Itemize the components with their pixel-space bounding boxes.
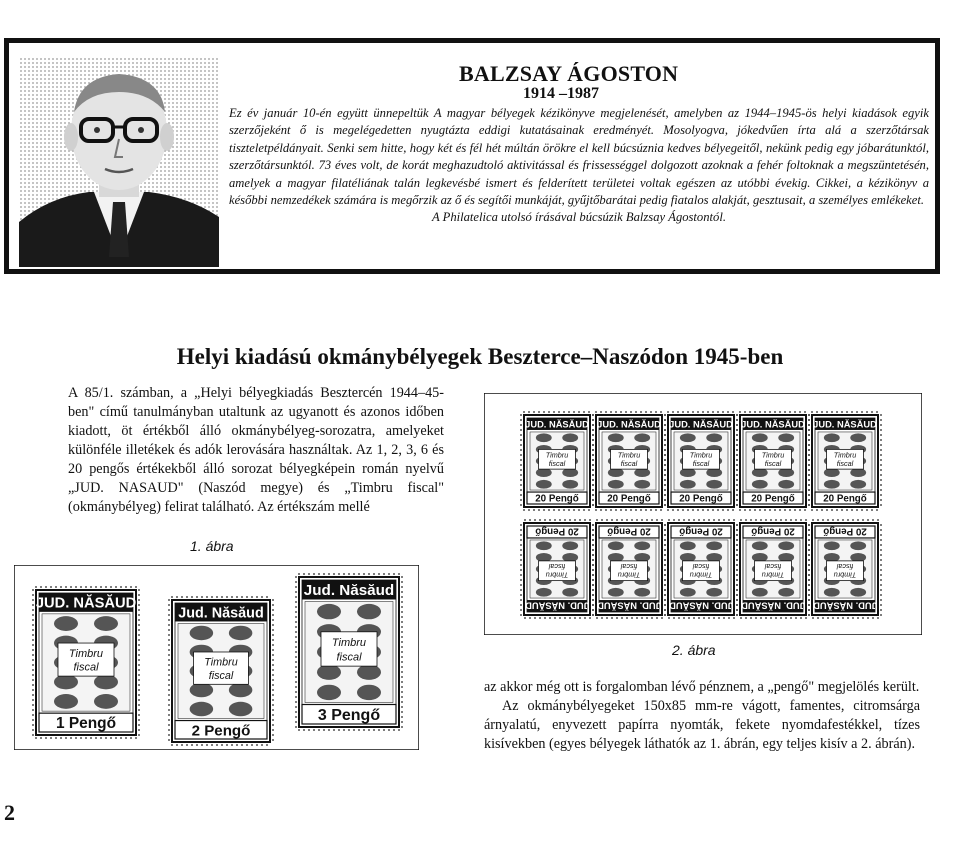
stamp-mid-label: fiscal <box>836 458 854 468</box>
stamp-value-label: 20 Pengő <box>751 525 795 537</box>
stamp-top-label: JUD. NĂSĂUD <box>525 419 589 430</box>
stamp-value-label: 20 Pengő <box>607 525 651 537</box>
stamp-mid-label: Timbru <box>68 647 104 660</box>
sheet-stamp-bottom <box>520 519 594 619</box>
stamp-top-label: JUD. NĂSĂUD <box>597 419 661 430</box>
figure-1-stamps <box>14 565 419 750</box>
stamp-mid-label: fiscal <box>620 562 638 572</box>
obituary-name: BALZSAY ÁGOSTON <box>459 61 679 86</box>
stamp-mid-label: fiscal <box>548 562 566 572</box>
stamp-mid-label: Timbru <box>761 450 785 460</box>
stamp-value-label: 20 Pengő <box>823 493 867 505</box>
sheet-stamp-bottom <box>808 519 882 619</box>
sheet-stamp-top <box>736 411 810 511</box>
page-number: 2 <box>4 800 15 825</box>
article-column-right <box>484 678 920 754</box>
article-paragraph: A 85/1. számban, a „Helyi bélyegkiadás Besztercén 1944–45-ben" című tanulmányban utaltunk az ugyanott és azonos időben kiadott, öt értékből álló okmánybélyeg-sorozatra, amelyeket különféle illetékek és adók lerovására használtak. Az 1, 2, 3, 6 és 20 pengős értékekből álló sorozat bélyegképein román nyelvű „JUD. NASAUD" (Naszód megye) és „Timbru fiscal" (okmánybélyeg) felirat található. Az értékszám mellé <box>68 385 444 515</box>
stamp-value-label: 20 Pengő <box>535 525 579 537</box>
stamp-value-label: 20 Pengő <box>535 493 579 505</box>
stamp-value-label: 2 Pengő <box>191 722 251 740</box>
stamp-top-label: JUD. NĂSĂUD <box>813 600 877 611</box>
stamp-top-label: Jud. Năsăud <box>303 582 395 600</box>
sheet-stamp-top <box>664 411 738 511</box>
stamp-1-pengo <box>32 586 140 739</box>
stamp-mid-label: fiscal <box>764 458 782 468</box>
stamp-top-label: JUD. NĂSĂUD <box>669 419 733 430</box>
stamp-top-label: JUD. NĂSĂUD <box>35 595 137 612</box>
stamp-value-label: 20 Pengő <box>751 493 795 505</box>
stamp-mid-label: fiscal <box>548 458 566 468</box>
sheet-stamp-top <box>808 411 882 511</box>
figure-2-caption: 2. ábra <box>672 642 716 658</box>
obituary-paragraph: Ez év január 10-én együtt ünnepeltük A magyar bélyegek kézikönyve megjelenését, amelyben az 1944–1945-ös helyi kiadások egyik szerzőjeként ő is megelégedetten nyugtázta eddigi kutatásainak eredményét. Mosolyogva, jókedvűen írta alá a szerzőtársak tiszteletpéldányait. Senki sem hitte, hogy két és fél hét múltán örökre el kell búcsúznia kedves bélyegeitől, nekünk pedig egy jóbarátunktól, szerzőtársunktól. 73 éves volt, de korát meghazudtoló aktivitással és frissességgel dolgozott azoknak a fehér foltoknak a megszüntetésén, amelyek a magyar filatéliának talán legkevésbé ismert és felderített területei voltak egészen az utóbbi évekig. Cikkei, a kézikönyv a későbbi nemzedékek számára is megőrzik az ő és segítői munkáját, gyűjtőbarátai pedig fiatalos alakját, gesztusait, a személyes emlékeket. <box>229 106 929 208</box>
stamp-mid-label: Timbru <box>545 450 569 460</box>
stamp-value-label: 20 Pengő <box>679 525 723 537</box>
stamp-top-label: JUD. NĂSĂUD <box>597 600 661 611</box>
stamp-mid-label: fiscal <box>336 651 362 664</box>
obituary-text <box>229 105 929 227</box>
portrait-photo <box>19 57 219 267</box>
stamp-mid-label: fiscal <box>692 562 710 572</box>
stamp-mid-label: Timbru <box>331 637 367 650</box>
stamp-mid-label: fiscal <box>836 562 854 572</box>
article-title: Helyi kiadású okmánybélyegek Beszterce–Naszódon 1945-ben <box>176 344 784 369</box>
stamp-mid-label: Timbru <box>545 570 569 580</box>
stamp-top-label: JUD. NĂSĂUD <box>669 600 733 611</box>
sheet-stamp-top <box>520 411 594 511</box>
figure-1-caption: 1. ábra <box>190 538 234 554</box>
stamp-mid-label: fiscal <box>73 661 99 674</box>
stamp-top-label: JUD. NĂSĂUD <box>525 600 589 611</box>
single-stamps <box>32 573 403 746</box>
stamp-top-label: Jud. Năsăud <box>178 605 264 622</box>
figure-2-stamp-sheet <box>484 393 922 635</box>
stamp-mid-label: Timbru <box>204 656 238 669</box>
article-paragraph-paper: Az okmánybélyegeket 150x85 mm-re vágott, famentes, citromsárga árnyalatú, enyvezett papírra nyomták, fekete nyomdafestékkel, tízes kisívekben (egyes bélyegek láthatók az 1. ábrán, egy teljes kisív a 2. ábrán). <box>484 698 920 752</box>
stamp-mid-label: fiscal <box>764 562 782 572</box>
obituary-years: 1914 –1987 <box>523 85 599 102</box>
stamp-value-label: 3 Pengő <box>317 707 381 725</box>
stamp-mid-label: fiscal <box>620 458 638 468</box>
stamp-top-label: JUD. NĂSĂUD <box>813 419 877 430</box>
stamp-value-label: 20 Pengő <box>607 493 651 505</box>
article-paragraph-continued: az akkor még ott is forgalomban lévő pénznem, a „pengő" megjelölés került. <box>484 679 920 695</box>
sheet-stamp-bottom <box>664 519 738 619</box>
sheet-stamp-top <box>592 411 666 511</box>
stamp-mid-label: Timbru <box>761 570 785 580</box>
stamp-value-label: 20 Pengő <box>823 525 867 537</box>
sheet-stamp-bottom <box>592 519 666 619</box>
obituary-box <box>4 38 940 274</box>
stamp-top-label: JUD. NĂSĂUD <box>741 419 805 430</box>
stamp-mid-label: Timbru <box>833 570 857 580</box>
article-column-left <box>68 384 444 517</box>
stamp-mid-label: fiscal <box>692 458 710 468</box>
stamp-mid-label: Timbru <box>617 570 641 580</box>
stamp-mid-label: Timbru <box>689 450 713 460</box>
stamp-mid-label: Timbru <box>689 570 713 580</box>
stamp-2-pengo <box>168 596 274 746</box>
obituary-signoff: A Philatelica utolsó írásával búcsúzik Balzsay Ágostontól. <box>432 210 726 225</box>
sheet-stamp-bottom <box>736 519 810 619</box>
stamp-value-label: 1 Pengő <box>55 715 117 733</box>
stamp-mid-label: Timbru <box>833 450 857 460</box>
stamp-value-label: 20 Pengő <box>679 493 723 505</box>
stamp-3-pengo <box>295 573 403 731</box>
stamp-top-label: JUD. NĂSĂUD <box>741 600 805 611</box>
stamp-mid-label: Timbru <box>617 450 641 460</box>
stamp-mid-label: fiscal <box>208 669 234 682</box>
